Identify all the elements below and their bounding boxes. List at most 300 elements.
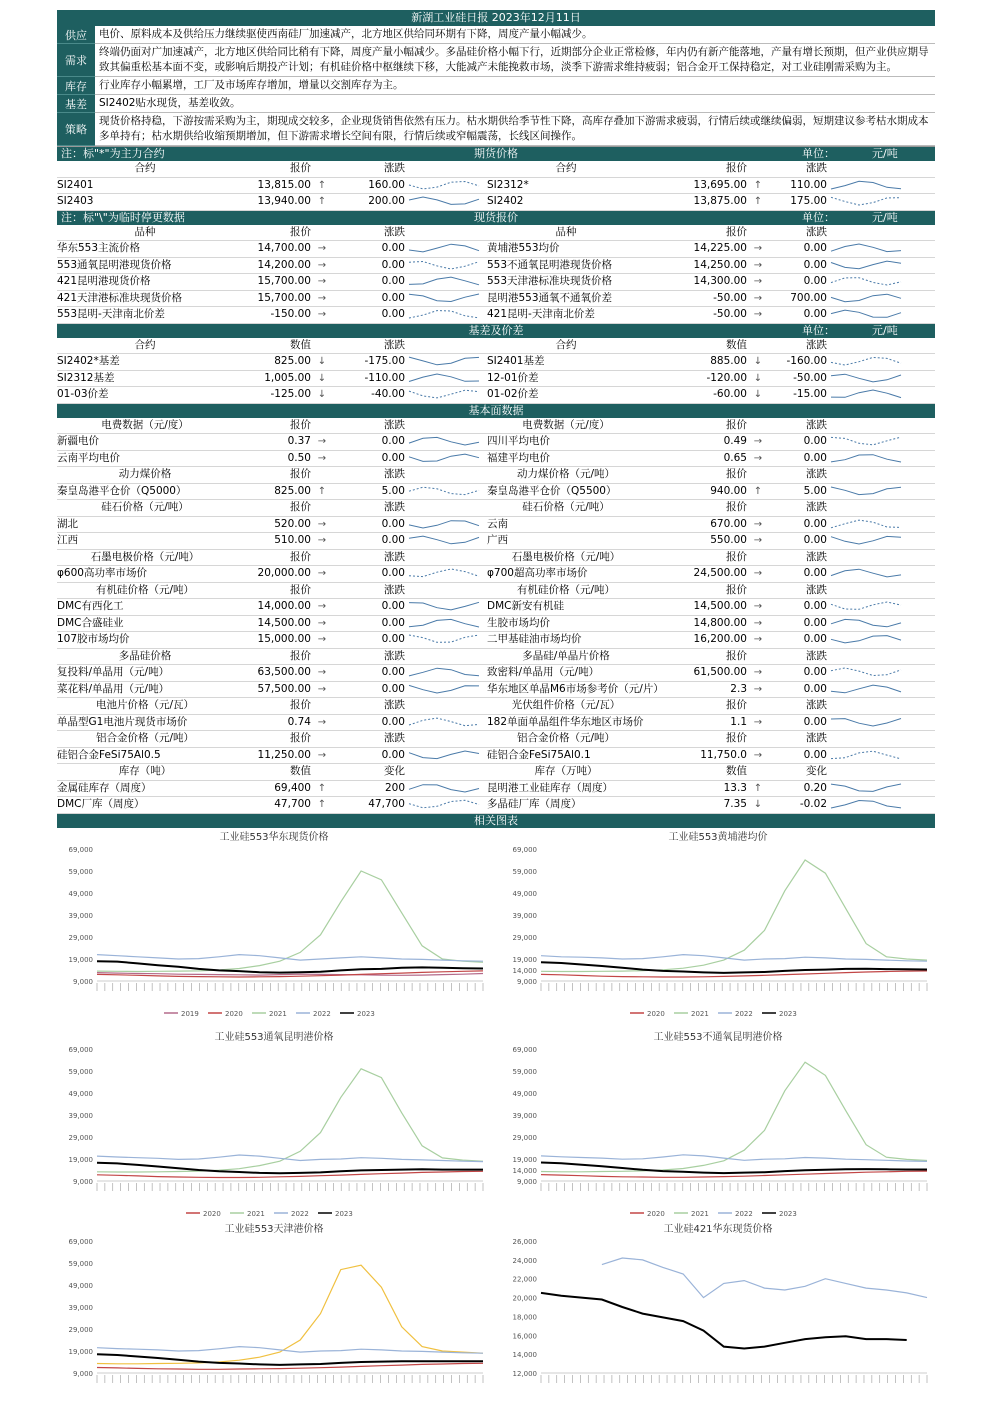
spacer [887,698,935,714]
unit-label: 单位： [802,210,835,224]
item-change: 0.00 [381,748,405,761]
item-price: 13,940.00 [257,195,311,207]
table-header-row [57,338,935,355]
item-price: 14,500.00 [257,616,311,629]
sparkline [409,683,481,696]
sparkline-cell [407,748,487,764]
sparkline-cell [407,307,487,323]
sparkline-path [409,197,479,204]
table-row [57,533,935,550]
table-row [57,616,935,633]
sparkline-path [409,244,479,252]
y-tick-label: 26,000 [512,1238,537,1246]
sparkline [409,798,481,811]
header-cell: 合约 [555,162,577,174]
item-name: 182单面单晶组件华东地区市场价 [487,715,644,728]
item-change: 0.00 [803,435,827,447]
item-change: 0.00 [381,633,405,645]
item-price: 2.3 [730,682,747,695]
spacer [829,467,887,483]
row-group-label: 电费数据（元/度） [101,418,189,431]
charts-area [57,820,935,1403]
column-label: 涨跌 [384,501,405,513]
series-line [602,1258,927,1298]
item-price: 63,500.00 [257,666,311,678]
item-change: 0.00 [381,666,405,678]
legend-label: 2020 [203,1210,221,1218]
y-tick-label: 69,000 [68,1238,93,1246]
line-chart [57,1235,491,1413]
sparkline-path [409,181,479,188]
sparkline [409,666,481,679]
sparkline [831,435,903,448]
item-price: 520.00 [274,517,311,530]
column-label: 报价 [290,649,311,662]
header-cell: 报价 [726,225,747,238]
item-name: 421天津港标准块现货价格 [57,291,183,304]
item-price: 13,875.00 [693,195,747,207]
table-row [57,550,935,567]
trend-arrow-icon: → [753,309,763,320]
trend-arrow-icon: ↑ [317,799,327,810]
chart-panel [501,828,935,1021]
unit-label: 单位： [802,147,835,160]
y-tick-label: 9,000 [516,1178,537,1186]
item-price: 1,005.00 [264,371,311,384]
sparkline-cell [407,533,487,549]
item-change: 0.00 [803,633,827,645]
sparkline-cell [829,258,887,274]
table-row [57,178,935,195]
chart-panel [57,828,491,1021]
item-name: SI2402 [487,195,524,207]
item-price: -50.00 [713,308,747,320]
sparkline-cell [407,354,487,370]
sparkline [409,518,481,531]
table-header-row [57,161,935,178]
y-tick-label: 19,000 [68,1156,93,1164]
y-tick-label: 19,000 [512,956,537,964]
trend-arrow-icon: → [753,601,763,612]
legend-label: 2023 [779,1010,797,1018]
y-tick-label: 59,000 [68,1068,93,1076]
sparkline-cell [407,434,487,450]
spacer [313,500,331,516]
spacer [887,583,935,599]
y-tick-label: 19,000 [512,1156,537,1164]
item-change: 0.00 [803,600,827,612]
item-name: 553通氧昆明港现货价格 [57,258,172,271]
item-change: 110.00 [790,178,827,191]
table-row [57,797,935,814]
sparkline [831,716,903,729]
sparkline [409,600,481,613]
header-cell: 合约 [134,338,156,351]
item-price: 69,400 [274,781,311,794]
item-change: 0.00 [381,308,405,320]
item-name: 致密料/单晶用（元/吨） [487,666,600,678]
item-name: SI2312* [487,178,529,191]
y-tick-label: 39,000 [512,912,537,920]
y-tick-label: 29,000 [68,934,93,942]
trend-arrow-icon: ↓ [753,356,763,367]
item-name: 菜花料/单晶用（元/吨） [57,682,170,695]
sparkline [409,617,481,630]
header-cell: 涨跌 [384,225,405,238]
item-name: DMC有西化工 [57,600,124,612]
y-tick-label: 9,000 [72,1178,93,1186]
sparkline [831,275,903,288]
spacer [749,418,767,434]
spacer [749,649,767,665]
column-label: 报价 [290,583,311,596]
spacer [313,583,331,599]
legend-label: 2023 [357,1010,375,1018]
spot-section-header [57,211,935,225]
column-label: 报价 [726,418,747,431]
summary-key: 需求 [57,44,95,77]
spacer [749,731,767,747]
table-row [57,387,935,404]
item-change: -110.00 [364,371,405,384]
sparkline [831,485,903,498]
trend-arrow-icon: ↓ [753,372,763,384]
trend-arrow-icon: ↑ [317,196,327,207]
sparkline-path [831,244,901,252]
item-change: -40.00 [371,388,405,400]
trend-arrow-icon: → [753,292,763,304]
sparkline-cell [407,715,487,731]
item-change: 0.00 [803,308,827,320]
item-price: 14,800.00 [693,616,747,629]
spacer [313,764,331,780]
row-group-label: 光伏组件价格（元/瓦） [511,699,621,711]
futures-section-title: 期货价格 [474,147,518,160]
item-change: 0.00 [803,517,827,530]
item-change: 0.00 [381,451,405,464]
item-change: 0.00 [803,242,827,254]
column-label: 涨跌 [806,732,827,744]
column-label: 涨跌 [384,468,405,480]
trend-arrow-icon: ↑ [753,485,763,497]
spacer [313,731,331,747]
column-label: 涨跌 [806,583,827,596]
series-line [541,860,927,972]
sparkline-path [831,569,901,577]
summary-text: SI2402贴水现货，基差收敛。 [95,95,935,113]
item-change: 0.00 [803,682,827,695]
item-name: 01-02价差 [487,388,539,400]
charts-section-title: 相关图表 [474,813,518,827]
item-name: SI2403 [57,195,94,207]
header-cell [887,338,935,354]
y-tick-label: 49,000 [68,1282,93,1290]
sparkline-path [409,277,479,285]
item-price: 14,300.00 [693,275,747,287]
summary-key: 策略 [57,113,95,146]
summary-key: 基差 [57,95,95,113]
sparkline-cell [829,715,887,731]
item-name: 昆明港553通氧不通氧价差 [487,291,613,304]
line-chart [57,1043,491,1221]
summary-block [57,26,935,147]
table-row [57,583,935,600]
chart-panel [501,1220,935,1413]
sparkline-path [409,437,479,445]
chart-title: 工业硅553不通氧昆明港价格 [653,1032,783,1043]
column-label: 涨跌 [806,418,827,431]
sparkline-path [831,261,901,269]
item-price: 15,700.00 [257,275,311,287]
column-label: 涨跌 [806,501,827,513]
header-cell [887,225,935,241]
spacer [313,649,331,665]
sparkline [409,292,481,305]
sparkline [409,355,481,368]
legend-label: 2020 [647,1010,665,1018]
report [57,10,935,828]
item-price: 1.1 [730,715,747,728]
item-change: 175.00 [790,195,827,207]
summary-text: 现货价格持稳，下游按需采购为主，期现成交较多，企业现货销售依然有压力。枯水期供给季节性下降，高库存叠加下游需求疲弱，行情后续或继续偏弱，短期建议参考枯水期成本多单持有；枯水期供给收缩预期增加，但下游需求增长空间有限，行情后续或窄幅震荡，长线区间操作。 [95,113,935,146]
item-change: 0.00 [381,291,405,304]
item-change: -0.02 [799,798,827,810]
item-price: 940.00 [710,484,747,497]
sparkline-path [831,310,901,317]
item-name: 553昆明-天津南北价差 [57,308,165,320]
item-price: 550.00 [710,534,747,546]
sparkline-cell [829,434,887,450]
sparkline [409,435,481,448]
item-price: 14,200.00 [257,258,311,271]
item-price: 24,500.00 [693,567,747,579]
series-line [541,1293,907,1349]
futures-table [57,161,935,211]
sparkline-path [831,685,901,693]
item-price: 14,500.00 [693,600,747,612]
item-change: 0.00 [803,616,827,629]
sparkline-cell [829,484,887,500]
spacer [749,500,767,516]
legend-label: 2019 [181,1010,199,1018]
trend-arrow-icon: → [753,749,763,761]
sparkline-path [831,668,901,676]
table-row [57,764,935,781]
item-price: 13,815.00 [257,178,311,191]
trend-arrow-icon: ↓ [317,389,327,400]
trend-arrow-icon: → [753,452,763,464]
summary-text: 行业库存小幅累增，工厂及市场库存增加，增量以交割库存为主。 [95,77,935,95]
sparkline [831,195,903,208]
header-cell [407,225,487,241]
item-name: 01-03价差 [57,388,109,400]
header-cell [829,338,887,354]
item-name: 华东553主流价格 [57,242,141,254]
item-change: 5.00 [803,484,827,497]
item-name: 四川平均电价 [487,435,550,447]
chart-title: 工业硅553华东现货价格 [219,832,329,843]
spacer [829,583,887,599]
sparkline-cell [829,682,887,698]
spacer [887,418,935,434]
trend-arrow-icon: ↓ [317,372,327,384]
futures-note: 注：标"*"为主力合约 [61,147,165,160]
y-tick-label: 16,000 [512,1332,537,1341]
column-label: 涨跌 [384,550,405,563]
column-label: 报价 [726,649,747,662]
item-change: 0.00 [803,534,827,546]
y-tick-label: 19,000 [68,956,93,964]
header-cell: 合约 [134,162,156,174]
sparkline [831,534,903,547]
spacer [829,418,887,434]
trend-arrow-icon: ↑ [753,196,763,207]
trend-arrow-icon: ↓ [753,799,763,810]
table-row [57,698,935,715]
table-row [57,371,935,388]
sparkline-cell [829,781,887,797]
spacer [887,500,935,516]
header-cell: 涨跌 [384,338,405,351]
trend-arrow-icon: → [753,667,763,678]
sparkline-cell [407,517,487,533]
trend-arrow-icon: → [753,276,763,287]
sparkline [409,195,481,208]
column-label: 报价 [726,550,747,563]
sparkline [831,452,903,465]
sparkline-cell [407,797,487,813]
sparkline-path [409,784,479,791]
column-label: 报价 [290,732,311,744]
row-group-label: 库存（吨） [118,765,172,777]
chart-title: 工业硅553通氧昆明港价格 [214,1032,334,1043]
sparkline-cell [829,387,887,403]
sparkline [409,308,481,321]
trend-arrow-icon: → [317,617,327,629]
item-price: 0.65 [723,451,747,464]
table-row [57,418,935,435]
item-name: 复投料/单晶用（元/吨） [57,666,170,678]
sparkline [831,179,903,192]
row-group-label: 电费数据（元/度） [522,418,610,431]
unit-value: 元/吨 [872,147,898,160]
item-change: 200.00 [368,195,405,207]
spacer [887,550,935,566]
header-cell [313,225,331,241]
y-tick-label: 22,000 [512,1275,537,1284]
item-name: 黄埔港553均价 [487,242,560,254]
trend-arrow-icon: → [753,617,763,629]
item-change: 200 [384,781,405,794]
trend-arrow-icon: → [317,535,327,546]
spacer [829,764,887,780]
y-tick-label: 49,000 [512,890,537,898]
sparkline-cell [829,291,887,307]
item-change: 0.00 [381,682,405,695]
item-name: 金属硅库存（周度） [57,781,152,794]
y-tick-label: 59,000 [68,1260,93,1268]
trend-arrow-icon: → [317,601,327,612]
table-row [57,434,935,451]
table-row [57,599,935,616]
item-change: 5.00 [381,484,405,497]
header-cell: 涨跌 [384,162,405,174]
item-change: 47,700 [368,798,405,810]
table-row [57,566,935,583]
item-change: 0.00 [381,517,405,530]
sparkline [831,308,903,321]
spacer [887,764,935,780]
item-change: 0.00 [381,534,405,546]
item-change: 0.20 [803,781,827,794]
trend-arrow-icon: → [317,309,327,320]
header-cell: 品种 [134,225,156,238]
column-label: 涨跌 [384,649,405,662]
trend-arrow-icon: → [317,452,327,464]
chart-panel [57,1028,491,1221]
table-row [57,291,935,308]
sparkline-path [831,536,901,544]
sparkline-cell [829,748,887,764]
sparkline-cell [829,354,887,370]
trend-arrow-icon: → [753,716,763,728]
y-tick-label: 39,000 [68,1304,93,1312]
table-row [57,354,935,371]
series-line [97,955,483,962]
sparkline-cell [407,632,487,648]
y-tick-label: 39,000 [68,912,93,920]
item-price: 61,500.00 [693,666,747,678]
item-price: 14,700.00 [257,242,311,254]
sparkline [831,600,903,613]
trend-arrow-icon: ↑ [317,485,327,497]
table-row [57,517,935,534]
item-change: 0.00 [803,715,827,728]
column-label: 报价 [290,468,311,480]
spacer [829,731,887,747]
item-change: 0.00 [803,666,827,678]
sparkline-cell [829,533,887,549]
sparkline-cell [407,484,487,500]
sparkline-path [831,294,901,302]
header-cell: 数值 [290,338,311,351]
sparkline-path [409,374,479,382]
spacer [313,550,331,566]
item-change: 0.00 [803,451,827,464]
item-change: -160.00 [786,355,827,367]
series-line [97,871,483,972]
item-name: 多晶硅厂库（周度） [487,798,582,810]
sparkline-cell [829,241,887,257]
spacer [887,649,935,665]
spacer [407,698,487,714]
item-price: 47,700 [274,798,311,810]
item-name: 二甲基硅油市场均价 [487,633,582,645]
y-tick-label: 49,000 [68,1090,93,1098]
legend-label: 2020 [225,1010,243,1018]
sparkline-path [409,487,479,494]
row-group-label: 铝合金价格（元/吨） [95,732,195,744]
sparkline [409,782,481,795]
legend-label: 2021 [269,1010,287,1018]
item-price: 15,000.00 [257,633,311,645]
header-cell: 合约 [555,338,577,351]
trend-arrow-icon: ↓ [317,356,327,367]
fundamental-section-title: 基本面数据 [468,403,524,417]
legend-label: 2022 [735,1010,753,1018]
spacer [749,583,767,599]
line-chart [501,843,935,1021]
